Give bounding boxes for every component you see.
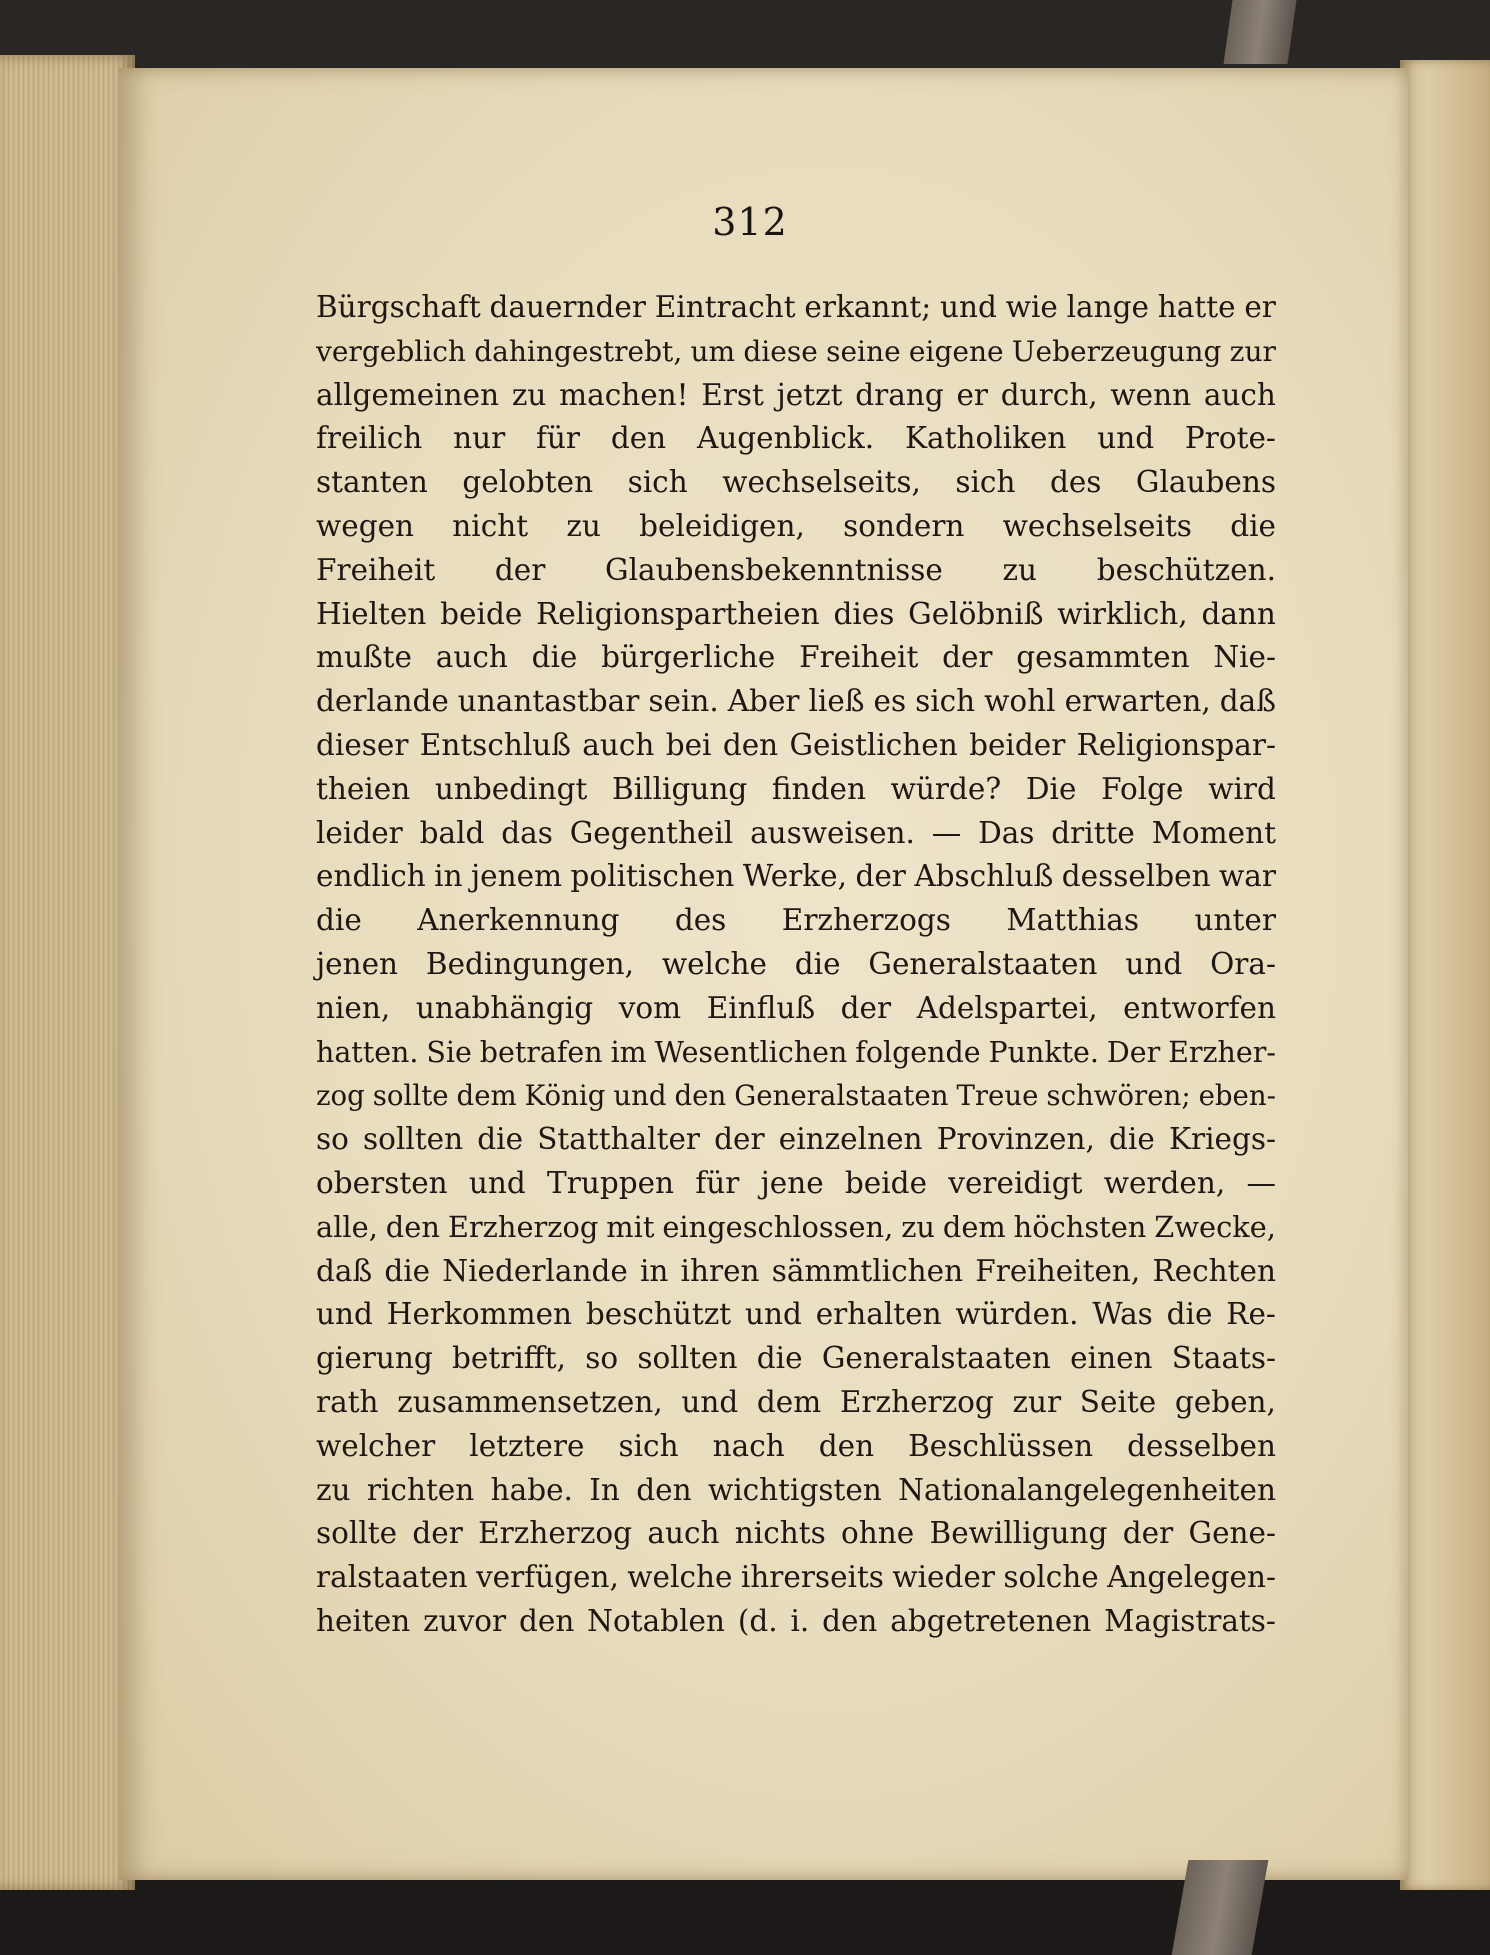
word: Provinzen, bbox=[936, 1122, 1095, 1157]
word: beleidigen, bbox=[639, 508, 805, 543]
text-line bbox=[316, 505, 1276, 549]
word: unantastbar bbox=[457, 684, 640, 719]
word: vergeblich bbox=[316, 334, 466, 368]
word: Freiheiten, bbox=[975, 1253, 1141, 1288]
word: nicht bbox=[452, 508, 529, 543]
word: Seite bbox=[1079, 1384, 1157, 1419]
text-line bbox=[316, 855, 1276, 899]
word: beschützen. bbox=[1096, 552, 1276, 587]
word: zur bbox=[1012, 1384, 1062, 1419]
word: und bbox=[940, 290, 997, 324]
word: Erst bbox=[701, 377, 764, 412]
word: betrifft, bbox=[452, 1341, 566, 1376]
text-line bbox=[316, 286, 1276, 330]
word: dies bbox=[833, 596, 895, 631]
text-line bbox=[316, 1118, 1276, 1162]
word: Hielten bbox=[316, 596, 427, 631]
word: verfügen, bbox=[476, 1560, 619, 1595]
word: zu bbox=[566, 508, 601, 543]
word: einzelnen bbox=[778, 1122, 923, 1157]
word: Was bbox=[1092, 1297, 1153, 1332]
word: Eintracht bbox=[654, 290, 796, 324]
word: bei bbox=[665, 727, 712, 762]
word: wegen bbox=[316, 508, 415, 543]
word: habe. bbox=[490, 1472, 573, 1507]
text-line bbox=[316, 1206, 1276, 1250]
word: abgetretenen bbox=[890, 1603, 1092, 1638]
word: stanten bbox=[316, 465, 428, 500]
word: alle, bbox=[316, 1209, 378, 1244]
word: Matthias bbox=[1006, 903, 1140, 938]
word: durch, bbox=[1000, 377, 1098, 412]
word: Nie- bbox=[1213, 640, 1276, 675]
word: zog bbox=[316, 1079, 365, 1113]
word: Notablen bbox=[587, 1603, 725, 1638]
word: heiten bbox=[316, 1603, 411, 1638]
word: Erzherzog bbox=[478, 1516, 633, 1551]
text-line bbox=[316, 1512, 1276, 1556]
word: jetzt bbox=[776, 377, 843, 412]
word: der bbox=[714, 1122, 765, 1157]
word: Werke, bbox=[742, 859, 848, 894]
word: diese bbox=[743, 334, 818, 368]
word: für bbox=[695, 1165, 740, 1200]
text-line bbox=[316, 374, 1276, 418]
word: der bbox=[942, 640, 993, 675]
text-line bbox=[316, 1425, 1276, 1469]
word: Geistlichen bbox=[789, 727, 958, 762]
word: Die bbox=[1025, 771, 1077, 806]
right-page-edge bbox=[1400, 60, 1490, 1890]
word: Treue bbox=[956, 1079, 1039, 1113]
word: Katholiken bbox=[904, 421, 1067, 456]
word: wechselseits bbox=[1002, 508, 1192, 543]
word: (d. bbox=[737, 1603, 778, 1638]
word: Folge bbox=[1101, 771, 1184, 806]
word: und bbox=[468, 1165, 526, 1200]
word: dann bbox=[1201, 596, 1276, 631]
word: nien, bbox=[316, 990, 391, 1025]
word: derlande bbox=[316, 684, 449, 719]
word: Religionspartheien bbox=[536, 596, 820, 631]
word: dauernder bbox=[489, 290, 646, 324]
word: Freiheit bbox=[316, 552, 436, 587]
word: vereidigt bbox=[948, 1165, 1083, 1200]
word: Moment bbox=[1151, 815, 1276, 850]
word: und bbox=[744, 1297, 802, 1332]
word: werden, bbox=[1103, 1165, 1226, 1200]
word: beide bbox=[844, 1165, 928, 1200]
word: — bbox=[931, 815, 962, 850]
word: und bbox=[316, 1297, 373, 1332]
word: so bbox=[585, 1341, 619, 1376]
word: entworfen bbox=[1123, 990, 1276, 1025]
word: letztere bbox=[469, 1428, 585, 1463]
word: Das bbox=[978, 815, 1035, 850]
word: Wesentlichen bbox=[654, 1035, 848, 1069]
word: wohl bbox=[984, 684, 1056, 719]
word: Statthalter bbox=[537, 1122, 701, 1157]
word: Freiheit bbox=[799, 640, 919, 675]
word: war bbox=[1219, 859, 1276, 894]
word: gesammten bbox=[1016, 640, 1190, 675]
text-line bbox=[316, 330, 1276, 374]
word: die bbox=[316, 903, 362, 938]
word: das bbox=[501, 815, 553, 850]
word: Abschluß bbox=[914, 859, 1054, 894]
word: Re- bbox=[1226, 1297, 1276, 1332]
word: dem bbox=[942, 1209, 1006, 1244]
word: wenn bbox=[1110, 377, 1192, 412]
word: dem bbox=[756, 1384, 822, 1419]
word: sollte bbox=[316, 1516, 398, 1551]
word: sich bbox=[915, 684, 976, 719]
word: um bbox=[690, 334, 736, 368]
word: Herkommen bbox=[386, 1297, 573, 1332]
word: wechselseits, bbox=[722, 465, 921, 500]
text-line bbox=[316, 1031, 1276, 1075]
word: hatten. bbox=[316, 1035, 419, 1069]
word: er bbox=[956, 377, 989, 412]
word: obersten bbox=[316, 1165, 448, 1200]
word: die bbox=[756, 1341, 803, 1376]
word: Nationalangelegenheiten bbox=[898, 1472, 1276, 1507]
bookmark-ribbon-bottom bbox=[1172, 1860, 1269, 1955]
word: Entschluß bbox=[419, 727, 571, 762]
word: i. bbox=[790, 1603, 810, 1638]
word: lange bbox=[1066, 290, 1149, 324]
word: betrafen bbox=[479, 1035, 603, 1069]
word: zusammensetzen, bbox=[397, 1384, 663, 1419]
word: bald bbox=[419, 815, 485, 850]
word: des bbox=[674, 903, 727, 938]
word: gelobten bbox=[462, 465, 594, 500]
text-line bbox=[316, 1381, 1276, 1425]
text-line bbox=[316, 1250, 1276, 1294]
word: einen bbox=[1070, 1341, 1153, 1376]
word: die bbox=[531, 640, 578, 675]
word: den bbox=[636, 1472, 692, 1507]
word: wirklich, bbox=[1057, 596, 1188, 631]
word: daß bbox=[1219, 684, 1276, 719]
word: richten bbox=[366, 1472, 475, 1507]
word: Punkte. bbox=[988, 1035, 1099, 1069]
page-number: 312 bbox=[712, 200, 788, 244]
text-line bbox=[316, 593, 1276, 637]
word: in bbox=[434, 859, 463, 894]
word: die bbox=[1109, 1122, 1155, 1157]
text-line bbox=[316, 724, 1276, 768]
word: sich bbox=[618, 1428, 679, 1463]
word: Erzherzog bbox=[839, 1384, 994, 1419]
word: dieser bbox=[316, 727, 409, 762]
word: der bbox=[494, 552, 546, 587]
text-line bbox=[316, 943, 1276, 987]
word: Generalstaaten bbox=[734, 1079, 949, 1113]
word: geben, bbox=[1174, 1384, 1276, 1419]
word: er bbox=[1244, 290, 1276, 324]
word: bürgerliche bbox=[601, 640, 776, 675]
word: finden bbox=[771, 771, 866, 806]
text-line bbox=[316, 461, 1276, 505]
word: zuvor bbox=[423, 1603, 507, 1638]
word: zu bbox=[1002, 552, 1038, 587]
word: der bbox=[840, 990, 892, 1025]
word: Erzherzogs bbox=[781, 903, 951, 938]
word: politischen bbox=[570, 859, 735, 894]
word: in bbox=[639, 1253, 669, 1288]
word: Rechten bbox=[1152, 1253, 1276, 1288]
word: auch bbox=[435, 640, 508, 675]
word: sein. bbox=[648, 684, 719, 719]
word: welche bbox=[627, 1560, 733, 1595]
word: würden. bbox=[955, 1297, 1079, 1332]
word: die bbox=[1230, 508, 1276, 543]
word: welcher bbox=[316, 1428, 436, 1463]
word: Prote- bbox=[1184, 421, 1276, 456]
word: und bbox=[1125, 946, 1183, 981]
word: eingeschlossen, bbox=[662, 1209, 894, 1244]
word: Niederlande bbox=[442, 1253, 628, 1288]
text-line bbox=[316, 1556, 1276, 1600]
word: zur bbox=[1229, 334, 1276, 368]
word: den bbox=[518, 1603, 575, 1638]
word: ausweisen. bbox=[750, 815, 915, 850]
word: schwören; bbox=[1046, 1079, 1191, 1113]
word: ralstaaten bbox=[316, 1560, 468, 1595]
word: Religionspar- bbox=[1076, 727, 1276, 762]
word: In bbox=[589, 1472, 620, 1507]
word: den bbox=[610, 421, 667, 456]
word: zu bbox=[511, 377, 547, 412]
text-line bbox=[316, 812, 1276, 856]
word: den bbox=[674, 1079, 727, 1113]
word: Billigung bbox=[612, 771, 748, 806]
word: unabhängig bbox=[415, 990, 594, 1025]
word: König bbox=[524, 1079, 606, 1113]
word: gierung bbox=[316, 1341, 433, 1376]
word: den bbox=[722, 727, 779, 762]
word: jenem bbox=[471, 859, 563, 894]
word: desselben bbox=[1061, 859, 1211, 894]
word: nichts bbox=[734, 1516, 826, 1551]
text-line bbox=[316, 1074, 1276, 1118]
word: Glaubens bbox=[1135, 465, 1276, 500]
text-line bbox=[316, 987, 1276, 1031]
word: hatte bbox=[1157, 290, 1236, 324]
word: die bbox=[477, 1122, 524, 1157]
word: höchsten bbox=[1013, 1209, 1147, 1244]
word: drang bbox=[855, 377, 944, 412]
word: wird bbox=[1208, 771, 1276, 806]
word: der bbox=[1122, 1516, 1174, 1551]
word: rath bbox=[316, 1384, 379, 1419]
body-text bbox=[316, 286, 1276, 1644]
word: den bbox=[822, 1603, 878, 1638]
word: die bbox=[794, 946, 841, 981]
word: beide bbox=[440, 596, 523, 631]
word: unter bbox=[1194, 903, 1276, 938]
word: Bedingungen, bbox=[425, 946, 634, 981]
word: leider bbox=[316, 815, 403, 850]
word: Erzher- bbox=[1168, 1035, 1276, 1069]
word: sämmtlichen bbox=[771, 1253, 964, 1288]
left-page-stack bbox=[0, 55, 135, 1890]
word: der bbox=[412, 1516, 463, 1551]
word: freilich bbox=[316, 421, 423, 456]
word: die bbox=[1166, 1297, 1213, 1332]
word: ihrerseits bbox=[740, 1560, 884, 1595]
word: Ora- bbox=[1210, 946, 1276, 981]
word: zu bbox=[901, 1209, 935, 1244]
word: sollten bbox=[637, 1341, 738, 1376]
word: eigene bbox=[908, 334, 1004, 368]
word: Gelöbniß bbox=[908, 596, 1044, 631]
text-line bbox=[316, 636, 1276, 680]
word: den bbox=[818, 1428, 875, 1463]
word: unbedingt bbox=[434, 771, 588, 806]
word: wieder bbox=[892, 1560, 995, 1595]
word: eben- bbox=[1198, 1079, 1276, 1113]
word: jene bbox=[760, 1165, 824, 1200]
word: Sie bbox=[426, 1035, 472, 1069]
word: sollten bbox=[363, 1122, 464, 1157]
text-line bbox=[316, 549, 1276, 593]
word: Zwecke, bbox=[1154, 1209, 1276, 1244]
text-line bbox=[316, 1337, 1276, 1381]
word: daß bbox=[316, 1253, 373, 1288]
word: der bbox=[855, 859, 906, 894]
word: sich bbox=[955, 465, 1016, 500]
word: dahingestrebt, bbox=[474, 334, 683, 368]
word: theien bbox=[316, 771, 411, 806]
word: sondern bbox=[843, 508, 965, 543]
word: jenen bbox=[316, 946, 399, 981]
word: wie bbox=[1005, 290, 1058, 324]
word: endlich bbox=[316, 859, 426, 894]
word: allgemeinen bbox=[316, 377, 500, 412]
word: Der bbox=[1106, 1035, 1161, 1069]
word: ihren bbox=[680, 1253, 760, 1288]
word: folgende bbox=[855, 1035, 981, 1069]
word: welche bbox=[661, 946, 767, 981]
word: Staats- bbox=[1171, 1341, 1276, 1376]
text-line bbox=[316, 1293, 1276, 1337]
text-line bbox=[316, 1600, 1276, 1644]
word: nur bbox=[453, 421, 506, 456]
word: beider bbox=[969, 727, 1066, 762]
word: würde? bbox=[890, 771, 1002, 806]
word: Bewilligung bbox=[929, 1516, 1108, 1551]
text-line bbox=[316, 680, 1276, 724]
word: sollte bbox=[372, 1079, 449, 1113]
word: des bbox=[1049, 465, 1102, 500]
word: Magistrats- bbox=[1104, 1603, 1276, 1638]
word: und bbox=[1097, 421, 1155, 456]
word: auch bbox=[582, 727, 655, 762]
word: Adelspartei, bbox=[916, 990, 1098, 1025]
word: zu bbox=[316, 1472, 351, 1507]
word: im bbox=[610, 1035, 647, 1069]
word: Glaubensbekenntnisse bbox=[605, 552, 943, 587]
word: auch bbox=[647, 1516, 720, 1551]
word: dem bbox=[456, 1079, 517, 1113]
word: für bbox=[536, 421, 581, 456]
word: dritte bbox=[1051, 815, 1135, 850]
word: Angelegen- bbox=[1107, 1560, 1276, 1595]
word: den bbox=[385, 1209, 440, 1244]
word: seine bbox=[826, 334, 901, 368]
bookmark-ribbon-top bbox=[1224, 0, 1297, 64]
word: solche bbox=[1003, 1560, 1099, 1595]
word: mit bbox=[606, 1209, 655, 1244]
word: wichtigsten bbox=[707, 1472, 882, 1507]
word: erwarten, bbox=[1064, 684, 1211, 719]
word: Kriegs- bbox=[1168, 1122, 1276, 1157]
word: Augenblick. bbox=[696, 421, 875, 456]
word: Bürgschaft bbox=[316, 290, 481, 324]
word: so bbox=[316, 1122, 349, 1157]
word: es bbox=[873, 684, 907, 719]
word: erkannt; bbox=[804, 290, 932, 324]
word: Gegentheil bbox=[569, 815, 734, 850]
word: und bbox=[681, 1384, 739, 1419]
word: Einfluß bbox=[706, 990, 816, 1025]
word: desselben bbox=[1127, 1428, 1276, 1463]
word: Truppen bbox=[547, 1165, 675, 1200]
word: erhalten bbox=[815, 1297, 942, 1332]
word: — bbox=[1246, 1165, 1276, 1200]
word: Anerkennung bbox=[417, 903, 620, 938]
word: Generalstaaten bbox=[868, 946, 1098, 981]
text-line bbox=[316, 899, 1276, 943]
word: und bbox=[613, 1079, 667, 1113]
text-line bbox=[316, 1162, 1276, 1206]
word: Beschlüssen bbox=[908, 1428, 1094, 1463]
word: ließ bbox=[808, 684, 865, 719]
word: Generalstaaten bbox=[821, 1341, 1051, 1376]
word: die bbox=[384, 1253, 431, 1288]
word: sich bbox=[627, 465, 688, 500]
word: Gene- bbox=[1188, 1516, 1276, 1551]
word: vom bbox=[618, 990, 682, 1025]
word: ohne bbox=[841, 1516, 915, 1551]
text-line bbox=[316, 417, 1276, 461]
word: Ueberzeugung bbox=[1011, 334, 1222, 368]
text-line bbox=[316, 1469, 1276, 1513]
word: mußte bbox=[316, 640, 412, 675]
word: nach bbox=[712, 1428, 785, 1463]
word: beschützt bbox=[585, 1297, 732, 1332]
text-line bbox=[316, 768, 1276, 812]
word: Erzherzog bbox=[447, 1209, 599, 1244]
word: auch bbox=[1203, 377, 1276, 412]
word: machen! bbox=[559, 377, 689, 412]
word: Aber bbox=[727, 684, 800, 719]
